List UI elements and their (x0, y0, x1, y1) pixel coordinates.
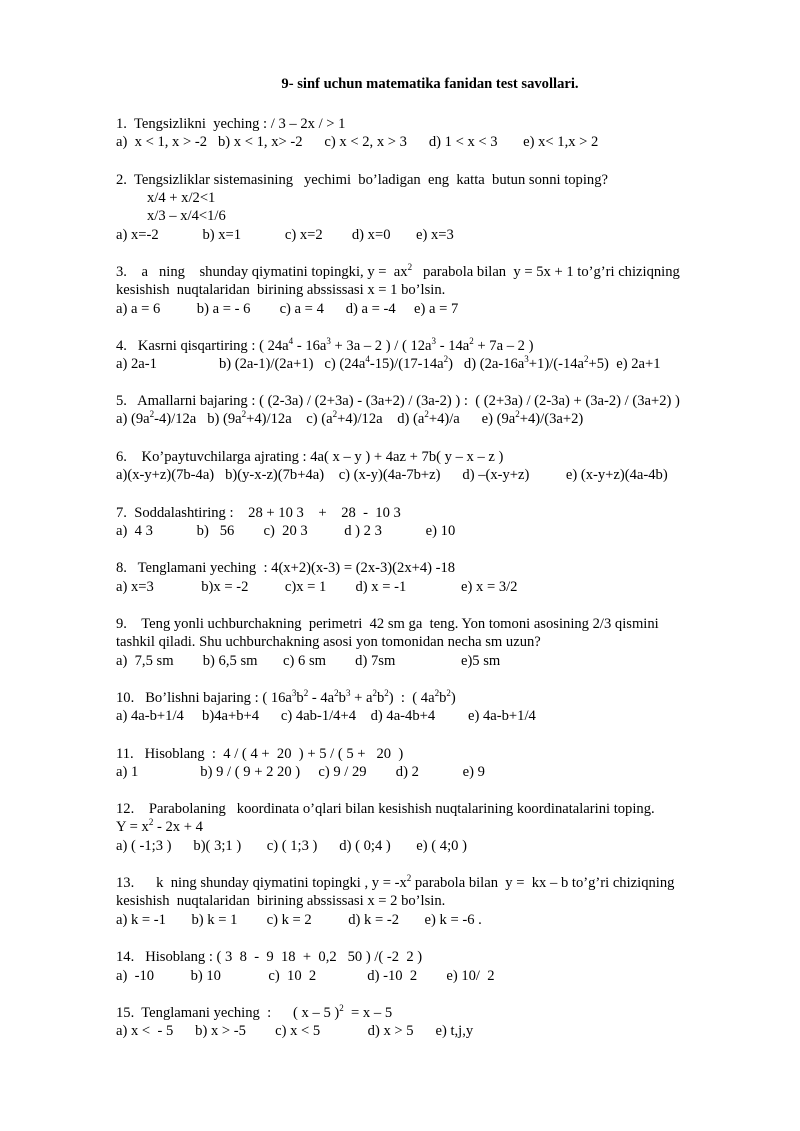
system-line-1: x/4 + x/2<1 (147, 190, 216, 206)
question-2: 2. Tengsizliklar sistemasining yechimi bo’ladigan eng katta butun sonni toping? (116, 172, 608, 188)
q10-p12: ) : ( 4a (388, 690, 435, 706)
q10-p15: 2 (446, 688, 451, 698)
q3-text-a: 3. a ning shunday qiymatini topingki, y = ax (116, 264, 408, 280)
q4-p8: + 7a – 2 ) (473, 338, 534, 354)
question-4 (116, 337, 533, 355)
a4-p1: 4 (365, 354, 370, 364)
system-line-2: x/3 – x/4<1/6 (147, 208, 226, 224)
question-5: 5. Amallarni bajaring : ( (2-3a) / (2+3a) - (3a+2) / (3a-2) ) : ( (2+3a) / (2-3a) + (3a-2) / (3a+2) ) (116, 393, 680, 409)
question-13-line-2: kesishish nuqtalaridan birining abssissasi x = 2 bo’lsin. (116, 893, 446, 909)
answers-1: a) x < 1, x > -2 b) x < 1, x> -2 c) x < 2, x > 3 d) 1 < x < 3 e) x< 1,x > 2 (116, 134, 599, 150)
answers-8: a) x=3 b)x = -2 c)x = 1 d) x = -1 e) x = 3/2 (116, 579, 518, 595)
q15-p0: 15. Tenglamani yeching : ( x – 5 ) (116, 1005, 340, 1021)
q10-p6: b (338, 690, 346, 706)
a4-p6: +1)/(-14a (528, 356, 585, 372)
answers-12: a) ( -1;3 ) b)( 3;1 ) c) ( 1;3 ) d) ( 0;4 ) e) ( 4;0 ) (116, 838, 467, 854)
answers-5 (116, 410, 583, 428)
q4-p1: 4 (288, 336, 294, 346)
q10-p2: b (296, 690, 304, 706)
q4-p4: + 3a – 2 ) / ( 12a (330, 338, 432, 354)
question-3-line-2: kesishish nuqtalaridan birining abssissasi x = 1 bo’lsin. (116, 282, 446, 298)
question-9: 9. Teng yonli uchburchakning perimetri 42 sm ga teng. Yon tomoni asosining 2/3 qismini (116, 616, 659, 632)
answers-9: a) 7,5 sm b) 6,5 sm c) 6 sm d) 7sm e)5 sm (116, 653, 501, 669)
q13-p0: 13. k ning shunday qiymatini topingki , y = -x (116, 875, 407, 891)
q3-text-b: parabola bilan y = 5x + 1 to’g’ri chiziqning (412, 264, 680, 280)
question-1: 1. Tengsizlikni yeching : / 3 – 2x / > 1 (116, 116, 346, 132)
a4-p7: 2 (584, 354, 589, 364)
question-7: 7. Soddalashtiring : 28 + 10 3 + 28 - 10 3 (116, 505, 401, 521)
question-10 (116, 689, 456, 707)
a4-p0: a) 2a-1 b) (2a-1)/(2a+1) c) (24a (116, 356, 366, 372)
answers-13: a) k = -1 b) k = 1 c) k = 2 d) k = -2 e) k = -6 . (116, 912, 482, 928)
eq12-p0: Y = x (116, 819, 149, 835)
q4-p6: - 14a (436, 338, 470, 354)
q4-p5: 3 (431, 336, 437, 346)
q10-p13: 2 (434, 688, 440, 698)
question-15 (116, 1004, 392, 1022)
question-14: 14. Hisoblang : ( 3 8 - 9 18 + 0,2 50 ) /( -2 2 ) (116, 949, 423, 965)
q10-p5: 2 (334, 688, 339, 698)
a5-p0: a) (9a (116, 411, 150, 427)
q10-p16: ) (450, 690, 456, 706)
q15-p1: 2 (339, 1003, 344, 1013)
q10-p4: - 4a (308, 690, 335, 706)
question-6: 6. Ko’paytuvchilarga ajrating : 4a( x – y ) + 4az + 7b( y – x – z ) (116, 449, 504, 465)
answers-10: a) 4a-b+1/4 b)4a+b+4 c) 4ab-1/4+4 d) 4a-4b+4 e) 4a-b+1/4 (116, 708, 536, 724)
question-3 (116, 263, 680, 281)
q10-p0: 10. Bo’lishni bajaring : ( 16a (116, 690, 292, 706)
a5-p9: 2 (515, 409, 520, 419)
question-9-line-2: tashkil qiladi. Shu uchburchakning asosi yon tomonidan necha sm uzun? (116, 634, 541, 650)
a5-p5: 2 (332, 409, 338, 419)
q10-p14: b (439, 690, 447, 706)
answers-2: a) x=-2 b) x=1 c) x=2 d) x=0 e) x=3 (116, 227, 454, 243)
a5-p6: +4)/12a d) (a (337, 411, 425, 427)
page-title-text: 9- sinf uchun matematika fanidan test savollari. (281, 76, 579, 92)
answers-11: a) 1 b) 9 / ( 9 + 2 20 ) c) 9 / 29 d) 2 e) 9 (116, 764, 485, 780)
eq12-p2: - 2x + 4 (153, 819, 203, 835)
q13-p2: parabola bilan y = kx – b to’g’ri chiziqning (411, 875, 675, 891)
answers-14: a) -10 b) 10 c) 10 2 d) -10 2 e) 10/ 2 (116, 968, 495, 984)
a4-p8: +5) e) 2a+1 (588, 356, 661, 372)
a5-p3: 2 (241, 409, 247, 419)
a5-p1: 2 (149, 409, 155, 419)
q3-sup: 2 (407, 262, 413, 272)
question-13 (116, 874, 674, 892)
q10-p7: 3 (345, 688, 351, 698)
a4-p3: 2 (443, 354, 449, 364)
q4-p0: 4. Kasrni qisqartiring : ( 24a (116, 338, 289, 354)
q13-p1: 2 (406, 873, 412, 883)
a5-p4: +4)/12a c) (a (246, 411, 333, 427)
q10-p11: 2 (384, 688, 389, 698)
a4-p5: 3 (524, 354, 529, 364)
q10-p1: 3 (291, 688, 297, 698)
question-12: 12. Parabolaning koordinata o’qlari bilan kesishish nuqtalarining koordinatalarini toping. (116, 801, 655, 817)
answers-7: a) 4 3 b) 56 c) 20 3 d ) 2 3 e) 10 (116, 523, 456, 539)
q4-p3: 3 (326, 336, 331, 346)
q10-p8: + a (350, 690, 373, 706)
q10-p9: 2 (372, 688, 377, 698)
answers-3: a) a = 6 b) a = - 6 c) a = 4 d) a = -4 e) a = 7 (116, 301, 459, 317)
q10-p3: 2 (303, 688, 309, 698)
q10-p10: b (376, 690, 385, 706)
a5-p2: -4)/12a b) (9a (154, 411, 242, 427)
q4-p7: 2 (469, 336, 474, 346)
a5-p8: +4)/a e) (9a (428, 411, 516, 427)
question-8: 8. Tenglamani yeching : 4(x+2)(x-3) = (2x-3)(2x+4) -18 (116, 560, 456, 576)
a4-p4: ) d) (2a-16a (448, 356, 525, 372)
a5-p10: +4)/(3a+2) (519, 411, 584, 427)
q15-p2: = x – 5 (343, 1005, 393, 1021)
eq12-p1: 2 (148, 817, 154, 827)
q4-p2: - 16a (293, 338, 327, 354)
question-11: 11. Hisoblang : 4 / ( 4 + 20 ) + 5 / ( 5 + 20 ) (116, 746, 404, 762)
a4-p2: -15)/(17-14a (369, 356, 444, 372)
a5-p7: 2 (424, 409, 429, 419)
answers-15: a) x < - 5 b) x > -5 c) x < 5 d) x > 5 e) t,j,y (116, 1023, 474, 1039)
equation-12 (116, 818, 203, 836)
answers-4 (116, 355, 661, 373)
answers-6: a)(x-y+z)(7b-4a) b)(y-x-z)(7b+4a) c) (x-y)(4a-7b+z) d) –(x-y+z) e) (x-y+z)(4a-4b) (116, 467, 668, 483)
page-title (0, 76, 800, 93)
